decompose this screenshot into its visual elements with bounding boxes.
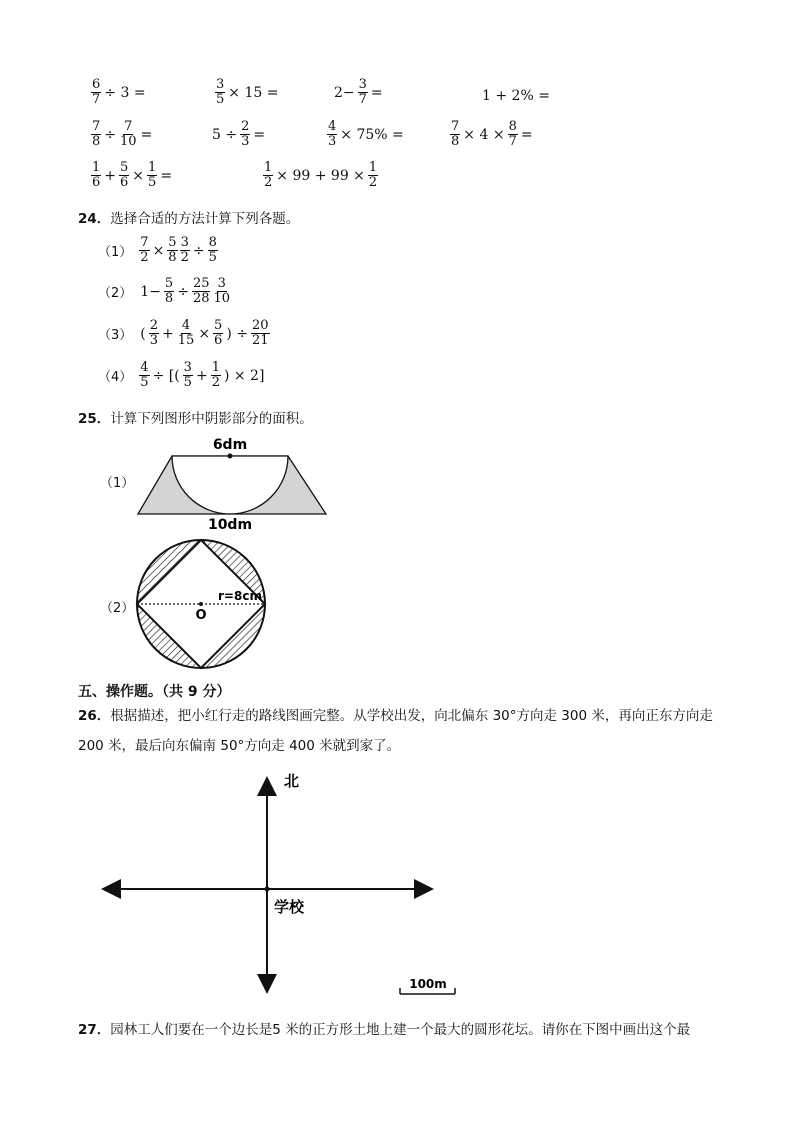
trapezoid-figure: [130, 430, 330, 535]
north-label: 北: [284, 772, 300, 790]
center-dot: [228, 454, 233, 459]
calc-expr-5: $\frac{7}{8}$ ÷ $\frac{7}{10}$ =: [92, 119, 153, 149]
direction-diagram: [100, 770, 447, 1000]
figure-2-label: （2）: [100, 601, 135, 616]
fraction: $\frac{6}{7}$: [92, 77, 101, 107]
calc-expr-3: 2− $\frac{3}{7}$ =: [334, 77, 383, 107]
calc-expr-6: 5 ÷ $\frac{2}{3}$ =: [212, 119, 266, 149]
calc-expr-10: $\frac{1}{2}$ × 99 + 99 × $\frac{1}{2}$: [264, 160, 378, 190]
question-26-text: 26．根据描述，把小红行走的路线图画完整。从学校出发，向北偏东 30°方向走 300 米，再向正东方向走 200 米，最后向东偏南 50°方向走 400 米就到家了。: [78, 708, 713, 754]
problem-24-3: （3） ( $\frac{2}{3}$ + $\frac{4}{15}$ × $\frac{5}{6}$ ) ÷ $\frac{20}{21}$: [98, 318, 269, 348]
school-label: 学校: [274, 898, 305, 916]
calc-expr-4: 1 + 2% =: [482, 88, 550, 104]
question-25-title: 25．计算下列图形中阴影部分的面积。: [78, 411, 313, 427]
bottom-length-label: 10dm: [207, 517, 253, 533]
scale-label: 100m: [409, 977, 447, 991]
problem-24-4: （4） $\frac{4}{5}$ ÷ [( $\frac{3}{5}$ + $\frac{1}{2}$ ) × 2]: [98, 360, 265, 390]
school-point: [265, 887, 270, 892]
top-length-label: 6dm: [212, 437, 248, 453]
calc-expr-7: $\frac{4}{3}$ × 75% =: [328, 119, 404, 149]
section-5-title: 五、操作题。（共 9 分）: [78, 684, 231, 700]
center-label: O: [195, 608, 207, 623]
center-point: [199, 602, 203, 606]
problem-24-2: （2） 1− $\frac{5}{8}$ ÷ $\frac{25}{28}$ $\frac{3}{10}$: [98, 276, 231, 306]
problem-24-1: （1） $\frac{7}{2}$ × $\frac{5}{8}$ $\frac{3}{2}$ ÷ $\frac{8}{5}$: [98, 235, 217, 265]
figure-1-label: （1）: [100, 476, 135, 491]
question-27-text: 27．园林工人们要在一个边长是5 米的正方形土地上建一个最大的圆形花坛。请你在下图中画出这个最: [78, 1022, 691, 1038]
calc-expr-8: $\frac{7}{8}$ × 4 × $\frac{8}{7}$ =: [451, 119, 533, 149]
radius-label: r=8cm: [218, 589, 262, 603]
circle-square-figure: [130, 538, 275, 670]
calc-expr-9: $\frac{1}{6}$ + $\frac{5}{6}$ × $\frac{1}{5}$ =: [92, 160, 173, 190]
calc-expr-2: $\frac{3}{5}$ × 15 =: [216, 77, 279, 107]
calc-expr-1: $\frac{6}{7}$ ÷ 3 =: [92, 77, 146, 107]
question-24-title: 24．选择合适的方法计算下列各题。: [78, 211, 300, 227]
